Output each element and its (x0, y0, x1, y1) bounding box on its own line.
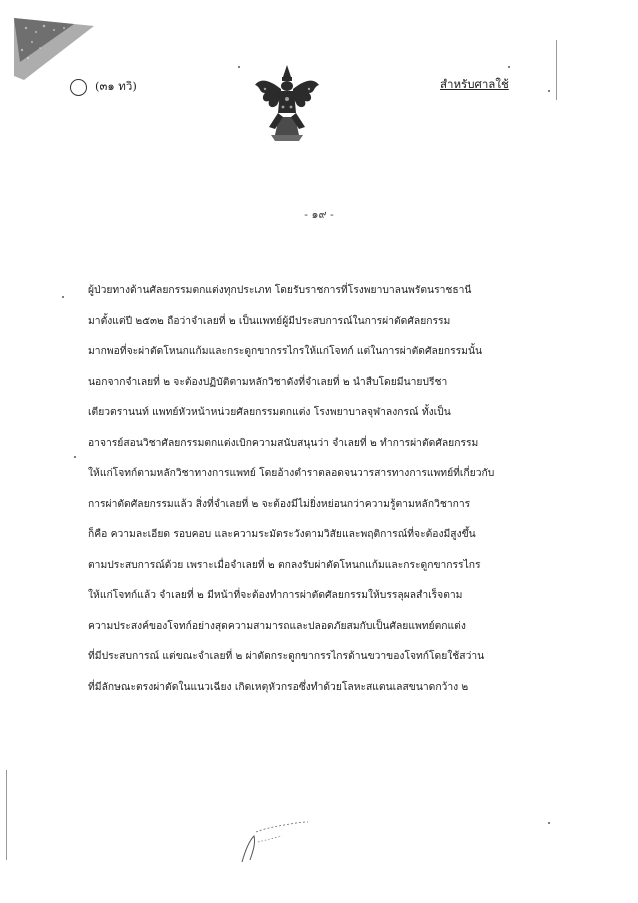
text-line: เตียวตรานนท์ แพทย์หัวหน้าหน่วยศัลยกรรมตกแต่ง โรงพยาบาลจุฬาลงกรณ์ ทั้งเป็น (88, 406, 451, 418)
scan-speck (238, 66, 240, 68)
text-line: ผู้ป่วยทางด้านศัลยกรรมตกแต่งทุกประเภท โดยรับราชการที่โรงพยาบาลนพรัตนราชธานี (88, 284, 472, 296)
text-line: ความประสงค์ของโจทก์อย่างสุดความสามารถและปลอดภัยสมกับเป็นศัลยแพทย์ตกแต่ง (88, 619, 466, 632)
judgment-text (88, 275, 528, 702)
scan-speck (508, 66, 510, 68)
scan-edge-line (6, 770, 7, 860)
text-line: ให้แก่โจทก์แล้ว จำเลยที่ ๒ มีหน้าที่จะต้องทำการผ่าตัดศัลยกรรมให้บรรลุผลสำเร็จตาม (88, 589, 463, 601)
scan-corner-artifact (14, 18, 94, 80)
scan-speck (548, 90, 550, 92)
text-line: การผ่าตัดศัลยกรรมแล้ว สิ่งที่จำเลยที่ ๒ จะต้องมีไม่ยิ่งหย่อนกว่าความรู้ตามหลักวิชาการ (88, 497, 471, 510)
form-code: (๓๑ ทวิ) (95, 79, 137, 93)
handwritten-signature (236, 818, 316, 868)
scan-speck (548, 822, 550, 824)
text-line: มาตั้งแต่ปี ๒๕๓๒ ถือว่าจำเลยที่ ๒ เป็นแพทย์ผู้มีประสบการณ์ในการผ่าตัดศัลยกรรม (88, 314, 451, 327)
court-use-label: สำหรับศาลใช้ (440, 77, 509, 91)
text-line: ให้แก่โจทก์ตามหลักวิชาทางการแพทย์ โดยอ้างตำราตลอดจนวารสารทางการแพทย์ที่เกี่ยวกับ (88, 467, 495, 479)
page-number: - ๑๙ - (304, 208, 334, 221)
text-line: ตามประสบการณ์ด้วย เพราะเมื่อจำเลยที่ ๒ ตกลงรับผ่าตัดโหนกแก้มและกระดูกขากรรไกร (88, 558, 481, 571)
scan-speck (74, 456, 76, 458)
scan-edge-line (556, 40, 557, 100)
scan-speck (62, 296, 64, 298)
text-line: อาจารย์สอนวิชาศัลยกรรมตกแต่งเบิกความสนับสนุนว่า จำเลยที่ ๒ ทำการผ่าตัดศัลยกรรม (88, 436, 479, 449)
text-line: ที่มีประสบการณ์ แต่ขณะจำเลยที่ ๒ ผ่าตัดกระดูกขากรรไกรด้านขวาของโจทก์โดยใช้สว่าน (88, 650, 485, 662)
punch-hole-icon (70, 79, 87, 96)
text-line: นอกจากจำเลยที่ ๒ จะต้องปฏิบัติตามหลักวิชาดังที่จำเลยที่ ๒ นำสืบโดยมีนายปรีชา (88, 375, 448, 388)
text-line: มากพอที่จะผ่าตัดโหนกแก้มและกระดูกขากรรไกรให้แก่โจทก์ แต่ในการผ่าตัดศัลยกรรมนั้น (88, 345, 483, 357)
text-line: ก็คือ ความละเอียด รอบคอบ และความระมัดระวังตามวิสัยและพฤติการณ์ที่จะต้องมีสูงขึ้น (88, 528, 476, 540)
garuda-emblem-icon (253, 63, 321, 143)
text-line: ที่มีลักษณะตรงผ่าตัดในแนวเฉียง เกิดเหตุหัวกรอซึ่งทำด้วยโลหะสแตนเลสขนาดกว้าง ๒ (88, 680, 469, 693)
